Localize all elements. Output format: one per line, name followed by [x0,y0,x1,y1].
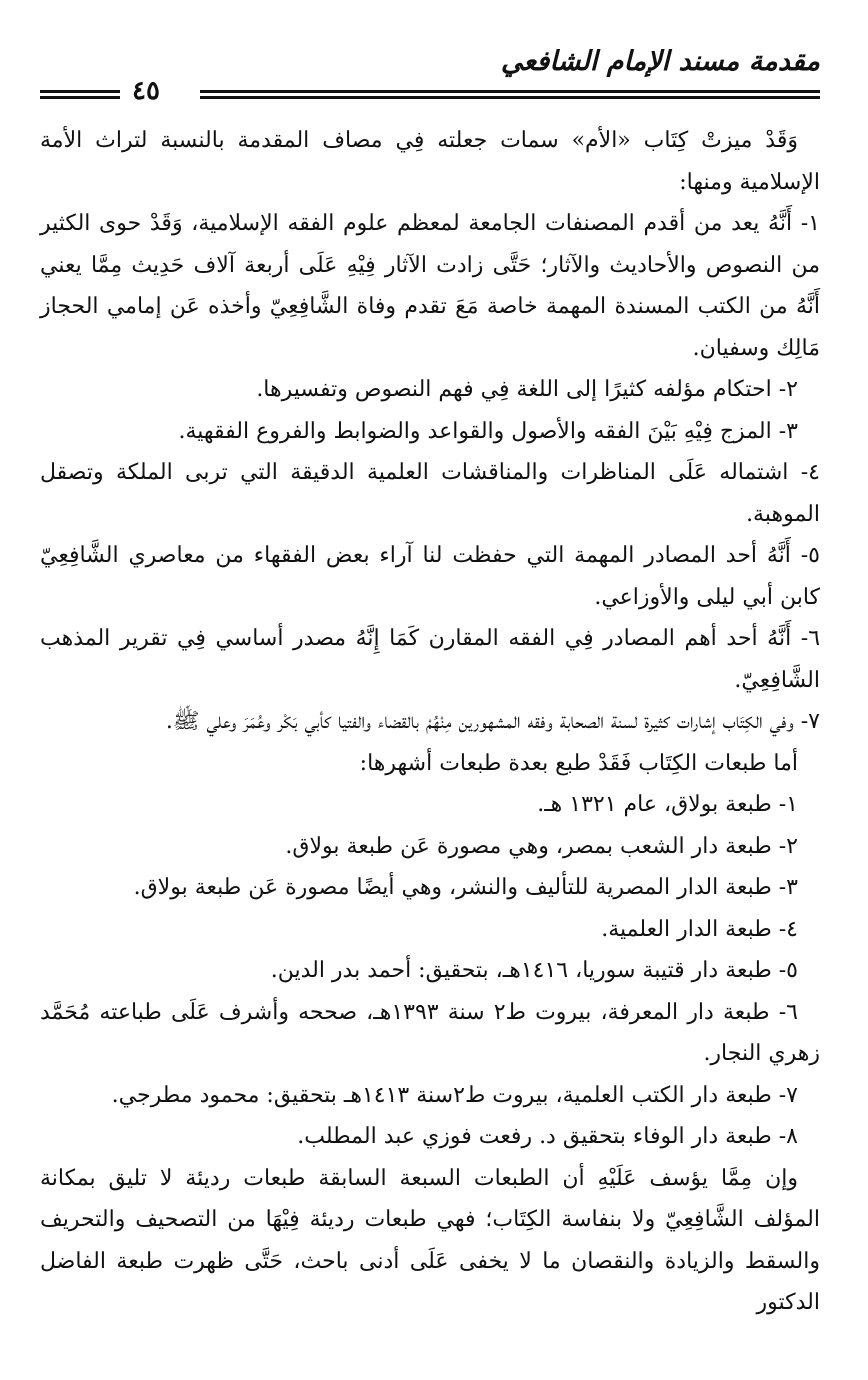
running-title: مقدمة مسند الإمام الشافعي [500,46,820,77]
paragraph: وإن مِمَّا يؤسف عَلَيْهِ أن الطبعات السبعة السابقة طبعات رديئة لا تليق بمكانة المؤلف الشَّافِعِيّ ولا بنفاسة الكِتَاب؛ فهي طبعات رديئة فِيْهَا من التصحيف والتحريف والسقط والزيادة والنقصان ما لا يخفى عَلَى أدنى باحث، حَتَّى ظهرت طبعة الفاضل الدكتور [40,1165,820,1315]
paragraph: ٣- طبعة الدار المصرية للتأليف والنشر، وهي أيضًا مصورة عَن طبعة بولاق. [133,875,798,900]
paragraph: ٢- طبعة دار الشعب بمصر، وهي مصورة عَن طبعة بولاق. [285,833,798,859]
paragraph: ٧- وفي الكِتَاب إشارات كثيرة لسنة الصحابة وفقه المشهورين مِنْهُمْ بالقضاء والفتيا كأبي بَكْر وعُمَرَ وعلي ﷺ. [165,709,820,734]
page-number: ٤٥ [132,76,160,106]
paragraph: ٥- طبعة دار قتيبة سوريا، ١٤١٦هـ، بتحقيق: أحمد بدر الدين. [270,958,798,983]
paragraph: ٤- اشتماله عَلَى المناظرات والمناقشات العلمية الدقيقة التي تربى الملكة وتصقل الموهبة. [40,460,820,527]
paragraph: ٤- طبعة الدار العلمية. [601,916,798,942]
paragraph: ٥- أَنَّهُ أحد المصادر المهمة التي حفظت لنا آراء بعض الفقهاء من معاصري الشَّافِعِيّ كابن أبي ليلى والأوزاعي. [40,543,820,610]
paragraph: ١- أَنَّهُ يعد من أقدم المصنفات الجامعة لمعظم علوم الفقه الإسلامية، وَقَدْ حوى الكثير من النصوص والأحاديث والآثار؛ حَتَّى زادت الآثار فِيْهِ عَلَى أربعة آلاف حَدِيث مِمَّا يعني أَنَّهُ من الكتب المسندة المهمة خاصة مَعَ تقدم وفاة الشَّافِعِيّ وأخذه عَن إمامي الحجاز مَالِك وسفيان. [40,211,820,361]
paragraph: ١- طبعة بولاق، عام ١٣٢١ هـ. [537,792,798,817]
paragraph: وَقَدْ ميزتْ كِتَاب «الأم» سمات جعلته فِي مصاف المقدمة بالنسبة لتراث الأمة الإسلامية ومنها: [40,128,820,195]
paragraph: ٨- طبعة دار الوفاء بتحقيق د. رفعت فوزي عبد المطلب. [297,1124,798,1149]
paragraph: ٣- المزج فِيْهِ بَيْنَ الفقه والأصول والقواعد والضوابط والفروع الفقهية. [178,418,798,444]
paragraph: ٦- طبعة دار المعرفة، بيروت ط٢ سنة ١٣٩٣هـ، صححه وأشرف عَلَى طباعته مُحَمَّد زهري النجار. [40,999,820,1066]
paragraph: ٦- أَنَّهُ أحد أهم المصادر فِي الفقه المقارن كَمَا إِنَّهُ مصدر أساسي فِي تقرير المذهب الشَّافِعِيّ. [40,626,821,693]
header-rule-left [40,90,120,99]
paragraph: أما طبعات الكِتَاب فَقَدْ طبع بعدة طبعات أشهرها: [359,750,798,776]
paragraph: ٢- احتكام مؤلفه كثيرًا إلى اللغة فِي فهم النصوص وتفسيرها. [256,377,798,402]
page-header [40,40,820,106]
paragraph: ٧- طبعة دار الكتب العلمية، بيروت ط٢سنة ١٤١٣هـ بتحقيق: محمود مطرجي. [111,1082,798,1108]
header-rule-right [200,90,820,99]
body-text [40,120,820,1324]
